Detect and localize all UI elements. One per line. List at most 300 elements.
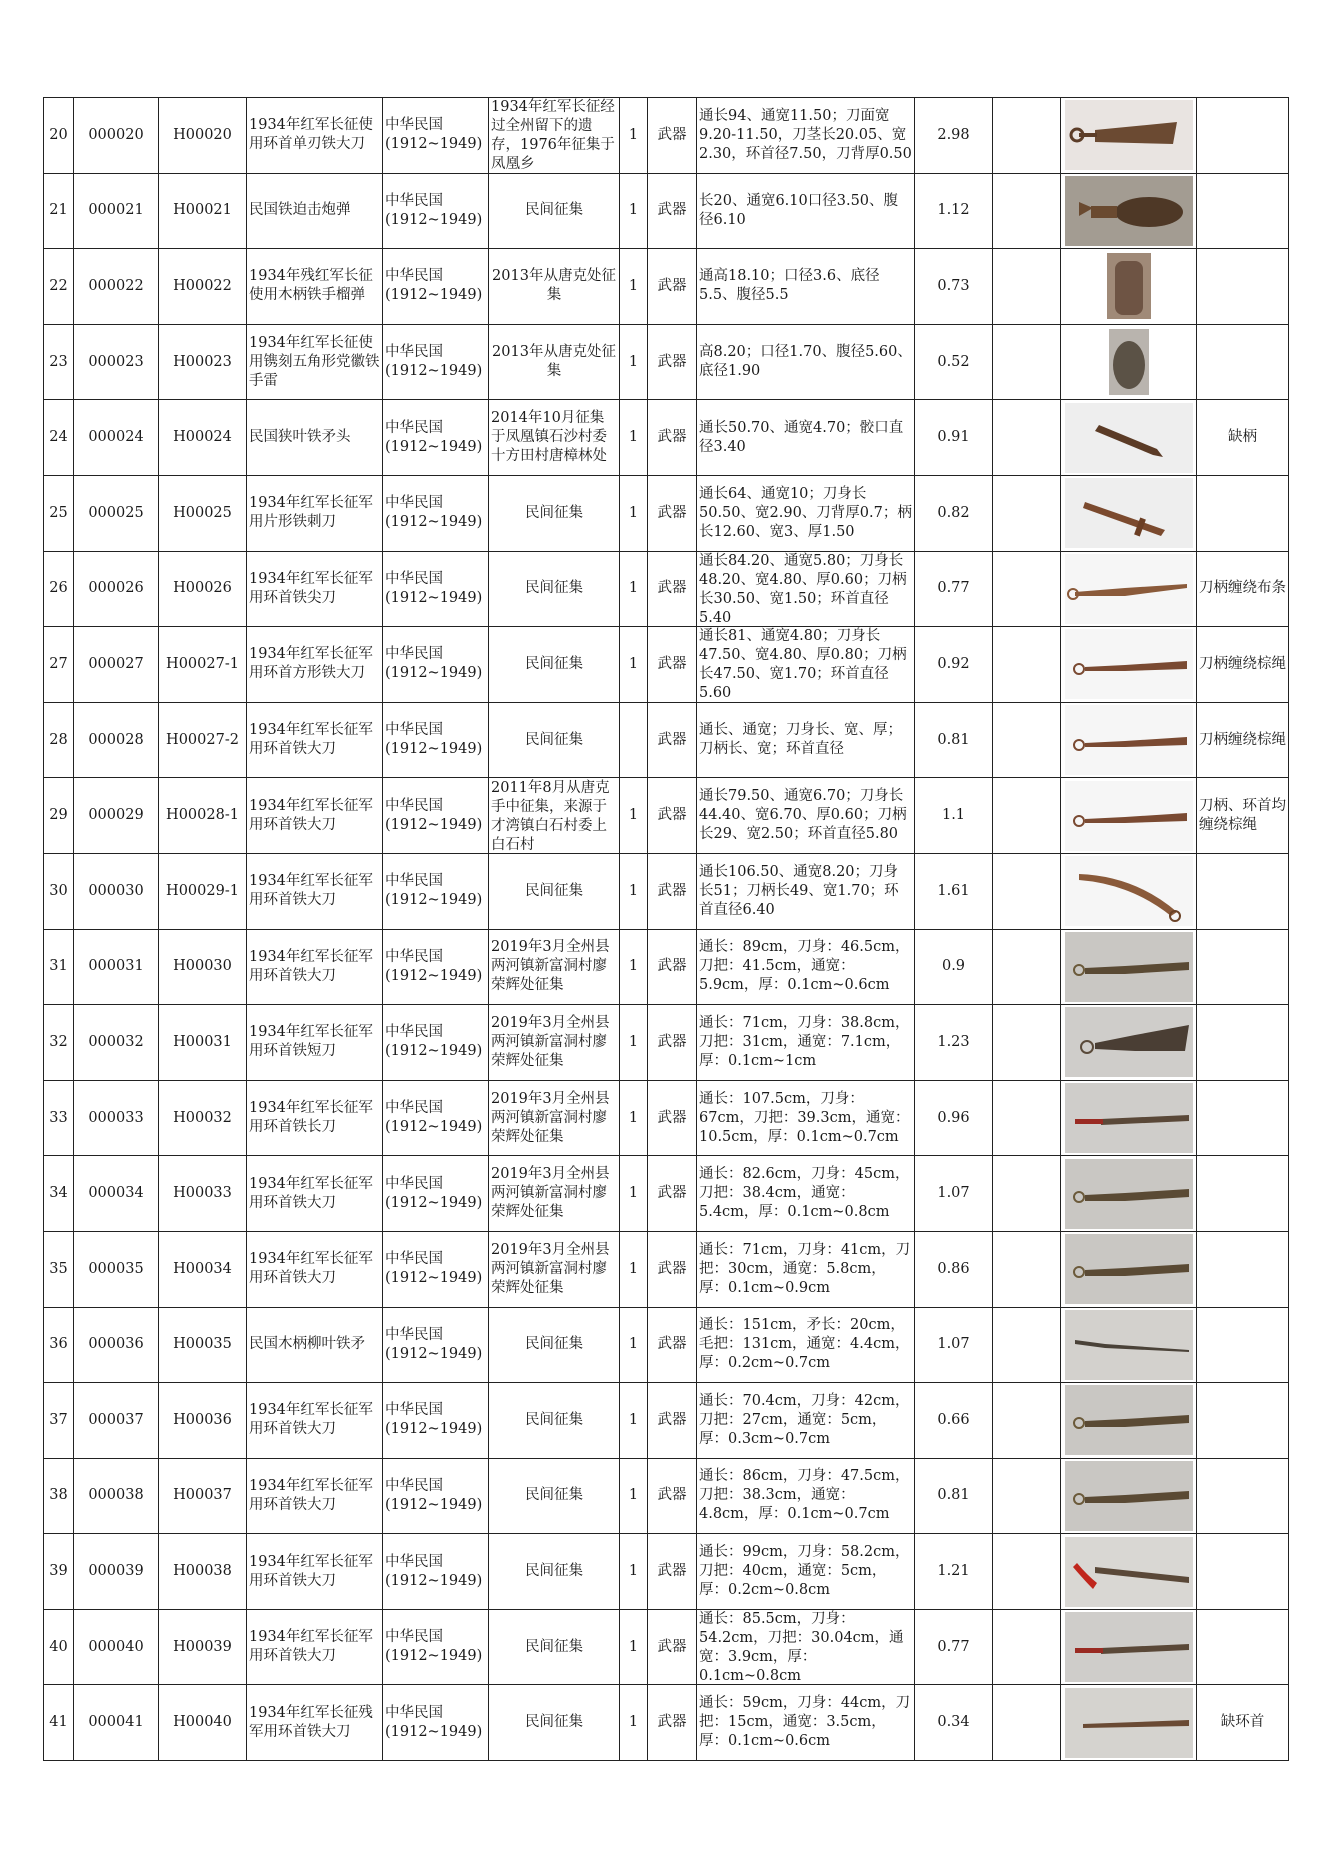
artifact-photo <box>1065 629 1193 699</box>
item-weight: 0.73 <box>915 249 993 325</box>
item-era: 中华民国(1912~1949) <box>383 98 489 174</box>
item-name: 民国铁迫击炮弹 <box>247 173 383 249</box>
item-seq-number: 34 <box>44 1156 74 1232</box>
item-register-code: H00033 <box>159 1156 247 1232</box>
item-catalog-code: 000029 <box>74 778 159 854</box>
item-era: 中华民国(1912~1949) <box>383 627 489 703</box>
artifact-photo <box>1065 1007 1193 1077</box>
item-category: 武器 <box>648 324 697 400</box>
item-note: 刀柄缠绕棕绳 <box>1197 627 1289 703</box>
artifact-photo <box>1065 176 1193 246</box>
table-row <box>44 1156 1289 1232</box>
table-row <box>44 1383 1289 1459</box>
item-source: 民间征集 <box>489 475 620 551</box>
item-dimensions: 通长：59cm，刀身：44cm，刀把：15cm，通宽：3.5cm，厚：0.1cm~0.6cm <box>697 1685 915 1761</box>
item-category: 武器 <box>648 1458 697 1534</box>
item-name: 1934年红军长征军用环首铁短刀 <box>247 1005 383 1081</box>
table-row <box>44 173 1289 249</box>
item-source: 民间征集 <box>489 627 620 703</box>
artifact-photo <box>1065 1083 1193 1153</box>
item-quantity: 1 <box>620 778 648 854</box>
item-blank-cell <box>993 1080 1061 1156</box>
item-blank-cell <box>993 1458 1061 1534</box>
item-catalog-code: 000025 <box>74 475 159 551</box>
item-register-code: H00034 <box>159 1231 247 1307</box>
item-name: 1934年红军长征使用环首单刃铁大刀 <box>247 98 383 174</box>
item-photo <box>1061 1307 1197 1383</box>
item-catalog-code: 000021 <box>74 173 159 249</box>
item-catalog-code: 000034 <box>74 1156 159 1232</box>
item-weight: 1.07 <box>915 1307 993 1383</box>
item-quantity <box>620 702 648 778</box>
item-seq-number: 22 <box>44 249 74 325</box>
item-dimensions: 通长：107.5cm，刀身：67cm，刀把：39.3cm，通宽：10.5cm，厚：0.1cm~0.7cm <box>697 1080 915 1156</box>
item-register-code: H00024 <box>159 400 247 476</box>
item-dimensions: 通长106.50、通宽8.20；刀身长51；刀柄长49、宽1.70；环首直径6.40 <box>697 853 915 929</box>
item-blank-cell <box>993 400 1061 476</box>
item-quantity: 1 <box>620 475 648 551</box>
table-row <box>44 400 1289 476</box>
item-photo <box>1061 400 1197 476</box>
item-note <box>1197 1307 1289 1383</box>
item-name: 民国狭叶铁矛头 <box>247 400 383 476</box>
item-note: 刀柄缠绕布条 <box>1197 551 1289 627</box>
item-photo <box>1061 1156 1197 1232</box>
item-quantity: 1 <box>620 400 648 476</box>
item-blank-cell <box>993 475 1061 551</box>
item-weight: 0.77 <box>915 1609 993 1685</box>
item-dimensions: 通长：85.5cm，刀身：54.2cm，刀把：30.04cm，通宽：3.9cm，厚：0.1cm~0.8cm <box>697 1609 915 1685</box>
item-quantity: 1 <box>620 1685 648 1761</box>
item-category: 武器 <box>648 1609 697 1685</box>
item-photo <box>1061 249 1197 325</box>
item-dimensions: 通长：86cm，刀身：47.5cm，刀把：38.3cm，通宽：4.8cm，厚：0.1cm~0.7cm <box>697 1458 915 1534</box>
item-source: 2019年3月全州县两河镇新富洞村廖荣辉处征集 <box>489 1231 620 1307</box>
item-source: 2011年8月从唐克手中征集，来源于才湾镇白石村委上白石村 <box>489 778 620 854</box>
item-catalog-code: 000040 <box>74 1609 159 1685</box>
table-row <box>44 929 1289 1005</box>
item-register-code: H00036 <box>159 1383 247 1459</box>
item-blank-cell <box>993 778 1061 854</box>
item-register-code: H00037 <box>159 1458 247 1534</box>
item-photo <box>1061 1005 1197 1081</box>
item-category: 武器 <box>648 551 697 627</box>
artifact-photo <box>1065 478 1193 548</box>
item-source: 2014年10月征集于凤凰镇石沙村委十方田村唐樟林处 <box>489 400 620 476</box>
item-source: 民间征集 <box>489 1534 620 1610</box>
item-catalog-code: 000031 <box>74 929 159 1005</box>
item-seq-number: 32 <box>44 1005 74 1081</box>
item-era: 中华民国(1912~1949) <box>383 1534 489 1610</box>
item-category: 武器 <box>648 1080 697 1156</box>
table-row <box>44 1231 1289 1307</box>
item-dimensions: 通长：99cm，刀身：58.2cm，刀把：40cm，通宽：5cm，厚：0.2cm~0.8cm <box>697 1534 915 1610</box>
table-row <box>44 1458 1289 1534</box>
item-dimensions: 通长84.20、通宽5.80；刀身长48.20、宽4.80、厚0.60；刀柄长30.50、宽1.50；环首直径5.40 <box>697 551 915 627</box>
item-seq-number: 27 <box>44 627 74 703</box>
table-row <box>44 249 1289 325</box>
item-era: 中华民国(1912~1949) <box>383 400 489 476</box>
item-category: 武器 <box>648 249 697 325</box>
table-row <box>44 1080 1289 1156</box>
item-register-code: H00030 <box>159 929 247 1005</box>
item-blank-cell <box>993 853 1061 929</box>
table-row <box>44 324 1289 400</box>
item-photo <box>1061 1231 1197 1307</box>
item-quantity: 1 <box>620 929 648 1005</box>
item-source: 1934年红军长征经过全州留下的遗存，1976年征集于凤凰乡 <box>489 98 620 174</box>
item-note <box>1197 1080 1289 1156</box>
item-register-code: H00023 <box>159 324 247 400</box>
item-seq-number: 39 <box>44 1534 74 1610</box>
item-category: 武器 <box>648 1685 697 1761</box>
item-category: 武器 <box>648 173 697 249</box>
item-note <box>1197 173 1289 249</box>
item-name: 1934年红军长征使用镌刻五角形党徽铁手雷 <box>247 324 383 400</box>
item-name: 1934年红军长征军用环首铁大刀 <box>247 929 383 1005</box>
item-blank-cell <box>993 324 1061 400</box>
table-row <box>44 98 1289 174</box>
item-blank-cell <box>993 1609 1061 1685</box>
item-catalog-code: 000036 <box>74 1307 159 1383</box>
table-row <box>44 853 1289 929</box>
item-dimensions: 通长79.50、通宽6.70；刀身长44.40、宽6.70、厚0.60；刀柄长29、宽2.50；环首直径5.80 <box>697 778 915 854</box>
artifact-photo <box>1065 932 1193 1002</box>
item-photo <box>1061 702 1197 778</box>
item-category: 武器 <box>648 1307 697 1383</box>
item-era: 中华民国(1912~1949) <box>383 1307 489 1383</box>
item-era: 中华民国(1912~1949) <box>383 249 489 325</box>
item-seq-number: 31 <box>44 929 74 1005</box>
item-dimensions: 通长94、通宽11.50；刀面宽9.20-11.50，刀茎长20.05、宽2.30，环首径7.50，刀背厚0.50 <box>697 98 915 174</box>
artifact-photo <box>1065 251 1193 321</box>
item-weight: 0.81 <box>915 702 993 778</box>
item-name: 1934年红军长征军用环首铁大刀 <box>247 1609 383 1685</box>
item-category: 武器 <box>648 1156 697 1232</box>
item-source: 2013年从唐克处征集 <box>489 324 620 400</box>
item-category: 武器 <box>648 400 697 476</box>
item-category: 武器 <box>648 98 697 174</box>
item-catalog-code: 000030 <box>74 853 159 929</box>
item-note <box>1197 1609 1289 1685</box>
item-dimensions: 通长64、通宽10；刀身长50.50、宽2.90、刀背厚0.7；柄长12.60、宽3、厚1.50 <box>697 475 915 551</box>
item-note <box>1197 324 1289 400</box>
item-source: 2019年3月全州县两河镇新富洞村廖荣辉处征集 <box>489 1080 620 1156</box>
table-row <box>44 627 1289 703</box>
item-seq-number: 25 <box>44 475 74 551</box>
item-blank-cell <box>993 929 1061 1005</box>
item-weight: 0.96 <box>915 1080 993 1156</box>
artifact-photo <box>1065 1385 1193 1455</box>
item-quantity: 1 <box>620 98 648 174</box>
item-photo <box>1061 98 1197 174</box>
item-seq-number: 41 <box>44 1685 74 1761</box>
item-era: 中华民国(1912~1949) <box>383 173 489 249</box>
item-weight: 0.82 <box>915 475 993 551</box>
item-catalog-code: 000023 <box>74 324 159 400</box>
item-quantity: 1 <box>620 1231 648 1307</box>
item-note <box>1197 1534 1289 1610</box>
item-blank-cell <box>993 249 1061 325</box>
artifact-photo <box>1065 1688 1193 1758</box>
item-name: 1934年红军长征军用环首铁大刀 <box>247 1383 383 1459</box>
item-blank-cell <box>993 627 1061 703</box>
item-weight: 1.23 <box>915 1005 993 1081</box>
item-catalog-code: 000027 <box>74 627 159 703</box>
item-name: 1934年红军长征残军用环首铁大刀 <box>247 1685 383 1761</box>
table-row <box>44 1685 1289 1761</box>
item-catalog-code: 000028 <box>74 702 159 778</box>
item-category: 武器 <box>648 1005 697 1081</box>
item-weight: 1.1 <box>915 778 993 854</box>
item-source: 民间征集 <box>489 1307 620 1383</box>
item-register-code: H00027-2 <box>159 702 247 778</box>
item-photo <box>1061 1080 1197 1156</box>
item-note: 缺柄 <box>1197 400 1289 476</box>
table-row <box>44 1609 1289 1685</box>
item-note <box>1197 1383 1289 1459</box>
item-name: 1934年红军长征军用片形铁刺刀 <box>247 475 383 551</box>
item-dimensions: 通长：71cm，刀身：41cm，刀把：30cm，通宽：5.8cm，厚：0.1cm~0.9cm <box>697 1231 915 1307</box>
item-photo <box>1061 475 1197 551</box>
item-blank-cell <box>993 1156 1061 1232</box>
item-note <box>1197 98 1289 174</box>
item-register-code: H00025 <box>159 475 247 551</box>
item-category: 武器 <box>648 1383 697 1459</box>
item-weight: 0.77 <box>915 551 993 627</box>
item-era: 中华民国(1912~1949) <box>383 324 489 400</box>
item-source: 民间征集 <box>489 551 620 627</box>
item-photo <box>1061 778 1197 854</box>
item-quantity: 1 <box>620 1005 648 1081</box>
item-catalog-code: 000033 <box>74 1080 159 1156</box>
item-seq-number: 38 <box>44 1458 74 1534</box>
item-blank-cell <box>993 1383 1061 1459</box>
artifact-photo <box>1065 1612 1193 1682</box>
item-name: 1934年红军长征军用环首铁大刀 <box>247 778 383 854</box>
item-blank-cell <box>993 173 1061 249</box>
table-row <box>44 1534 1289 1610</box>
item-dimensions: 通长50.70、通宽4.70；骹口直径3.40 <box>697 400 915 476</box>
item-photo <box>1061 324 1197 400</box>
item-note <box>1197 929 1289 1005</box>
item-weight: 2.98 <box>915 98 993 174</box>
item-blank-cell <box>993 702 1061 778</box>
item-register-code: H00038 <box>159 1534 247 1610</box>
item-dimensions: 通长：89cm，刀身：46.5cm，刀把：41.5cm，通宽：5.9cm，厚：0.1cm~0.6cm <box>697 929 915 1005</box>
item-photo <box>1061 1458 1197 1534</box>
item-note <box>1197 475 1289 551</box>
item-quantity: 1 <box>620 249 648 325</box>
item-weight: 0.86 <box>915 1231 993 1307</box>
item-register-code: H00031 <box>159 1005 247 1081</box>
artifact-photo <box>1065 1159 1193 1229</box>
item-note <box>1197 1156 1289 1232</box>
item-dimensions: 通长：151cm，矛长：20cm，毛把：131cm，通宽：4.4cm，厚：0.2cm~0.7cm <box>697 1307 915 1383</box>
item-catalog-code: 000038 <box>74 1458 159 1534</box>
item-register-code: H00039 <box>159 1609 247 1685</box>
item-quantity: 1 <box>620 627 648 703</box>
item-blank-cell <box>993 1005 1061 1081</box>
item-weight: 0.52 <box>915 324 993 400</box>
item-register-code: H00026 <box>159 551 247 627</box>
item-name: 1934年红军长征军用环首铁尖刀 <box>247 551 383 627</box>
item-source: 民间征集 <box>489 173 620 249</box>
table-row <box>44 551 1289 627</box>
table-row <box>44 778 1289 854</box>
item-category: 武器 <box>648 853 697 929</box>
item-quantity: 1 <box>620 1080 648 1156</box>
item-category: 武器 <box>648 627 697 703</box>
item-note: 缺环首 <box>1197 1685 1289 1761</box>
item-photo <box>1061 1534 1197 1610</box>
artifact-photo <box>1065 100 1193 170</box>
item-catalog-code: 000035 <box>74 1231 159 1307</box>
item-note <box>1197 249 1289 325</box>
item-category: 武器 <box>648 1534 697 1610</box>
artifact-photo <box>1065 781 1193 851</box>
item-dimensions: 通长、通宽；刀身长、宽、厚；刀柄长、宽；环首直径 <box>697 702 915 778</box>
table-row <box>44 475 1289 551</box>
artifact-photo <box>1065 327 1193 397</box>
item-catalog-code: 000024 <box>74 400 159 476</box>
item-quantity: 1 <box>620 1307 648 1383</box>
item-register-code: H00028-1 <box>159 778 247 854</box>
item-name: 1934年红军长征军用环首铁大刀 <box>247 1156 383 1232</box>
artifact-photo <box>1065 1310 1193 1380</box>
item-quantity: 1 <box>620 853 648 929</box>
item-dimensions: 通长：70.4cm，刀身：42cm，刀把：27cm，通宽：5cm，厚：0.3cm~0.7cm <box>697 1383 915 1459</box>
item-category: 武器 <box>648 475 697 551</box>
item-weight: 0.92 <box>915 627 993 703</box>
item-note <box>1197 1005 1289 1081</box>
item-name: 1934年红军长征军用环首铁大刀 <box>247 1458 383 1534</box>
item-photo <box>1061 1383 1197 1459</box>
item-source: 民间征集 <box>489 1609 620 1685</box>
artifact-photo <box>1065 1537 1193 1607</box>
item-note <box>1197 853 1289 929</box>
item-quantity: 1 <box>620 1383 648 1459</box>
item-category: 武器 <box>648 929 697 1005</box>
item-seq-number: 40 <box>44 1609 74 1685</box>
item-source: 民间征集 <box>489 702 620 778</box>
item-note: 刀柄、环首均缠绕棕绳 <box>1197 778 1289 854</box>
item-era: 中华民国(1912~1949) <box>383 1685 489 1761</box>
item-era: 中华民国(1912~1949) <box>383 1156 489 1232</box>
item-photo <box>1061 929 1197 1005</box>
item-seq-number: 23 <box>44 324 74 400</box>
item-weight: 0.9 <box>915 929 993 1005</box>
item-weight: 0.66 <box>915 1383 993 1459</box>
item-seq-number: 33 <box>44 1080 74 1156</box>
item-register-code: H00040 <box>159 1685 247 1761</box>
item-dimensions: 通高18.10；口径3.6、底径5.5、腹径5.5 <box>697 249 915 325</box>
item-era: 中华民国(1912~1949) <box>383 1609 489 1685</box>
item-quantity: 1 <box>620 1156 648 1232</box>
item-note <box>1197 1458 1289 1534</box>
item-category: 武器 <box>648 1231 697 1307</box>
item-source: 2013年从唐克处征集 <box>489 249 620 325</box>
item-category: 武器 <box>648 778 697 854</box>
artifact-photo <box>1065 856 1193 926</box>
artifact-photo <box>1065 1461 1193 1531</box>
item-weight: 1.07 <box>915 1156 993 1232</box>
item-era: 中华民国(1912~1949) <box>383 1080 489 1156</box>
item-category: 武器 <box>648 702 697 778</box>
item-dimensions: 高8.20；口径1.70、腹径5.60、底径1.90 <box>697 324 915 400</box>
item-catalog-code: 000020 <box>74 98 159 174</box>
item-seq-number: 26 <box>44 551 74 627</box>
item-note: 刀柄缠绕棕绳 <box>1197 702 1289 778</box>
item-quantity: 1 <box>620 1609 648 1685</box>
item-name: 民国木柄柳叶铁矛 <box>247 1307 383 1383</box>
item-source: 2019年3月全州县两河镇新富洞村廖荣辉处征集 <box>489 929 620 1005</box>
item-register-code: H00035 <box>159 1307 247 1383</box>
item-blank-cell <box>993 1534 1061 1610</box>
item-era: 中华民国(1912~1949) <box>383 1383 489 1459</box>
item-source: 民间征集 <box>489 853 620 929</box>
table-row <box>44 702 1289 778</box>
artifact-photo <box>1065 705 1193 775</box>
item-photo <box>1061 1685 1197 1761</box>
table-row <box>44 1005 1289 1081</box>
item-register-code: H00029-1 <box>159 853 247 929</box>
item-photo <box>1061 627 1197 703</box>
item-catalog-code: 000037 <box>74 1383 159 1459</box>
item-quantity: 1 <box>620 1458 648 1534</box>
artifact-photo <box>1065 1234 1193 1304</box>
item-quantity: 1 <box>620 1534 648 1610</box>
item-source: 民间征集 <box>489 1685 620 1761</box>
item-dimensions: 长20、通宽6.10口径3.50、腹径6.10 <box>697 173 915 249</box>
item-name: 1934年残红军长征使用木柄铁手榴弹 <box>247 249 383 325</box>
item-seq-number: 29 <box>44 778 74 854</box>
item-weight: 1.21 <box>915 1534 993 1610</box>
item-source: 2019年3月全州县两河镇新富洞村廖荣辉处征集 <box>489 1156 620 1232</box>
item-catalog-code: 000026 <box>74 551 159 627</box>
item-register-code: H00020 <box>159 98 247 174</box>
item-blank-cell <box>993 1307 1061 1383</box>
item-dimensions: 通长：71cm，刀身：38.8cm，刀把：31cm，通宽：7.1cm，厚：0.1cm~1cm <box>697 1005 915 1081</box>
item-source: 2019年3月全州县两河镇新富洞村廖荣辉处征集 <box>489 1005 620 1081</box>
item-blank-cell <box>993 551 1061 627</box>
item-catalog-code: 000039 <box>74 1534 159 1610</box>
item-quantity: 1 <box>620 324 648 400</box>
item-name: 1934年红军长征军用环首铁长刀 <box>247 1080 383 1156</box>
item-seq-number: 28 <box>44 702 74 778</box>
item-blank-cell <box>993 98 1061 174</box>
item-source: 民间征集 <box>489 1383 620 1459</box>
item-register-code: H00032 <box>159 1080 247 1156</box>
item-era: 中华民国(1912~1949) <box>383 475 489 551</box>
item-weight: 1.61 <box>915 853 993 929</box>
item-photo <box>1061 551 1197 627</box>
item-dimensions: 通长81、通宽4.80；刀身长47.50、宽4.80、厚0.80；刀柄长47.50、宽1.70；环首直径5.60 <box>697 627 915 703</box>
item-note <box>1197 1231 1289 1307</box>
item-blank-cell <box>993 1231 1061 1307</box>
artifact-photo <box>1065 403 1193 473</box>
table-row <box>44 1307 1289 1383</box>
item-name: 1934年红军长征军用环首铁大刀 <box>247 1534 383 1610</box>
item-era: 中华民国(1912~1949) <box>383 929 489 1005</box>
item-era: 中华民国(1912~1949) <box>383 551 489 627</box>
artifact-photo <box>1065 554 1193 624</box>
item-seq-number: 24 <box>44 400 74 476</box>
item-name: 1934年红军长征军用环首铁大刀 <box>247 853 383 929</box>
item-name: 1934年红军长征军用环首铁大刀 <box>247 1231 383 1307</box>
relics-inventory-table <box>43 97 1289 1761</box>
item-seq-number: 30 <box>44 853 74 929</box>
